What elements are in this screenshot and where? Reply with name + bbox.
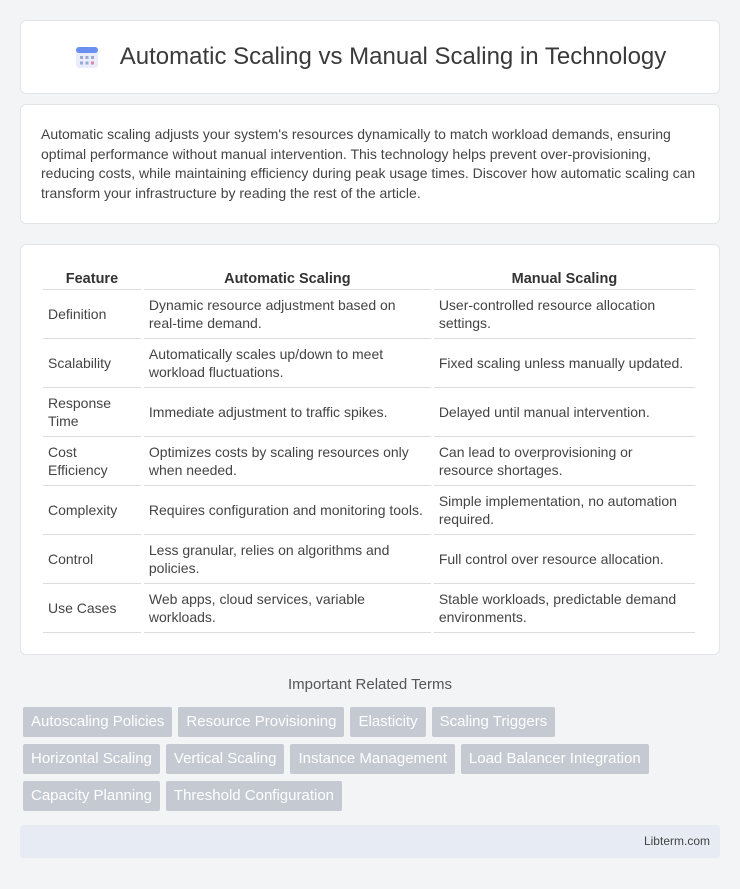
feature-cell: Cost Efficiency xyxy=(43,437,141,486)
feature-cell: Scalability xyxy=(43,339,141,388)
tag-horizontal-scaling[interactable]: Horizontal Scaling xyxy=(23,744,160,774)
automatic-cell: Optimizes costs by scaling resources only when needed. xyxy=(144,437,431,486)
intro-paragraph: Automatic scaling adjusts your system's resources dynamically to match workload demands, ensuring optimal performance without manual intervention. This technology helps prevent over-provisioning, reducing costs, while maintaining efficiency during peak usage times. Discover how automatic scaling can transform your infrastructure by reading the rest of the article. xyxy=(41,126,696,201)
tag-autoscaling-policies[interactable]: Autoscaling Policies xyxy=(23,707,172,737)
table-row xyxy=(43,584,695,633)
tag-row xyxy=(23,744,703,774)
tag-resource-provisioning[interactable]: Resource Provisioning xyxy=(178,707,344,737)
feature-cell: Use Cases xyxy=(43,584,141,633)
calendar-icon xyxy=(74,44,100,70)
automatic-cell: Immediate adjustment to traffic spikes. xyxy=(144,388,431,437)
tag-scaling-triggers[interactable]: Scaling Triggers xyxy=(432,707,556,737)
automatic-cell: Web apps, cloud services, variable workloads. xyxy=(144,584,431,633)
tag-elasticity[interactable]: Elasticity xyxy=(350,707,425,737)
tag-instance-management[interactable]: Instance Management xyxy=(290,744,454,774)
manual-cell: Delayed until manual intervention. xyxy=(434,388,695,437)
tag-row xyxy=(23,781,703,811)
table-header-row xyxy=(43,265,695,290)
page-title: Automatic Scaling vs Manual Scaling in Technology xyxy=(119,43,667,70)
manual-cell: User-controlled resource allocation settings. xyxy=(434,290,695,339)
manual-cell: Stable workloads, predictable demand environments. xyxy=(434,584,695,633)
header-feature: Feature xyxy=(43,265,141,290)
table-row xyxy=(43,437,695,486)
footer-site-link[interactable]: Libterm.com xyxy=(643,834,710,848)
feature-cell: Control xyxy=(43,535,141,584)
feature-cell: Complexity xyxy=(43,486,141,535)
title-card xyxy=(20,20,720,94)
manual-cell: Simple implementation, no automation required. xyxy=(434,486,695,535)
feature-cell: Definition xyxy=(43,290,141,339)
manual-cell: Can lead to overprovisioning or resource shortages. xyxy=(434,437,695,486)
manual-cell: Fixed scaling unless manually updated. xyxy=(434,339,695,388)
header-manual-scaling: Manual Scaling xyxy=(434,265,695,290)
tag-vertical-scaling[interactable]: Vertical Scaling xyxy=(166,744,285,774)
automatic-cell: Dynamic resource adjustment based on real-time demand. xyxy=(144,290,431,339)
tag-threshold-configuration[interactable]: Threshold Configuration xyxy=(166,781,342,811)
table-row xyxy=(43,339,695,388)
table-row xyxy=(43,535,695,584)
table-row xyxy=(43,486,695,535)
tag-capacity-planning[interactable]: Capacity Planning xyxy=(23,781,160,811)
tag-row xyxy=(23,707,703,737)
automatic-cell: Less granular, relies on algorithms and policies. xyxy=(144,535,431,584)
related-terms-heading: Important Related Terms xyxy=(288,676,452,693)
table-row xyxy=(43,290,695,339)
automatic-cell: Requires configuration and monitoring tools. xyxy=(144,486,431,535)
footer xyxy=(20,825,720,858)
related-terms-tags xyxy=(23,707,703,818)
intro-card xyxy=(20,104,720,224)
header-automatic-scaling: Automatic Scaling xyxy=(144,265,431,290)
comparison-table xyxy=(40,265,698,633)
tag-load-balancer-integration[interactable]: Load Balancer Integration xyxy=(461,744,649,774)
comparison-table-card xyxy=(20,244,720,655)
table-row xyxy=(43,388,695,437)
manual-cell: Full control over resource allocation. xyxy=(434,535,695,584)
automatic-cell: Automatically scales up/down to meet workload fluctuations. xyxy=(144,339,431,388)
feature-cell: Response Time xyxy=(43,388,141,437)
